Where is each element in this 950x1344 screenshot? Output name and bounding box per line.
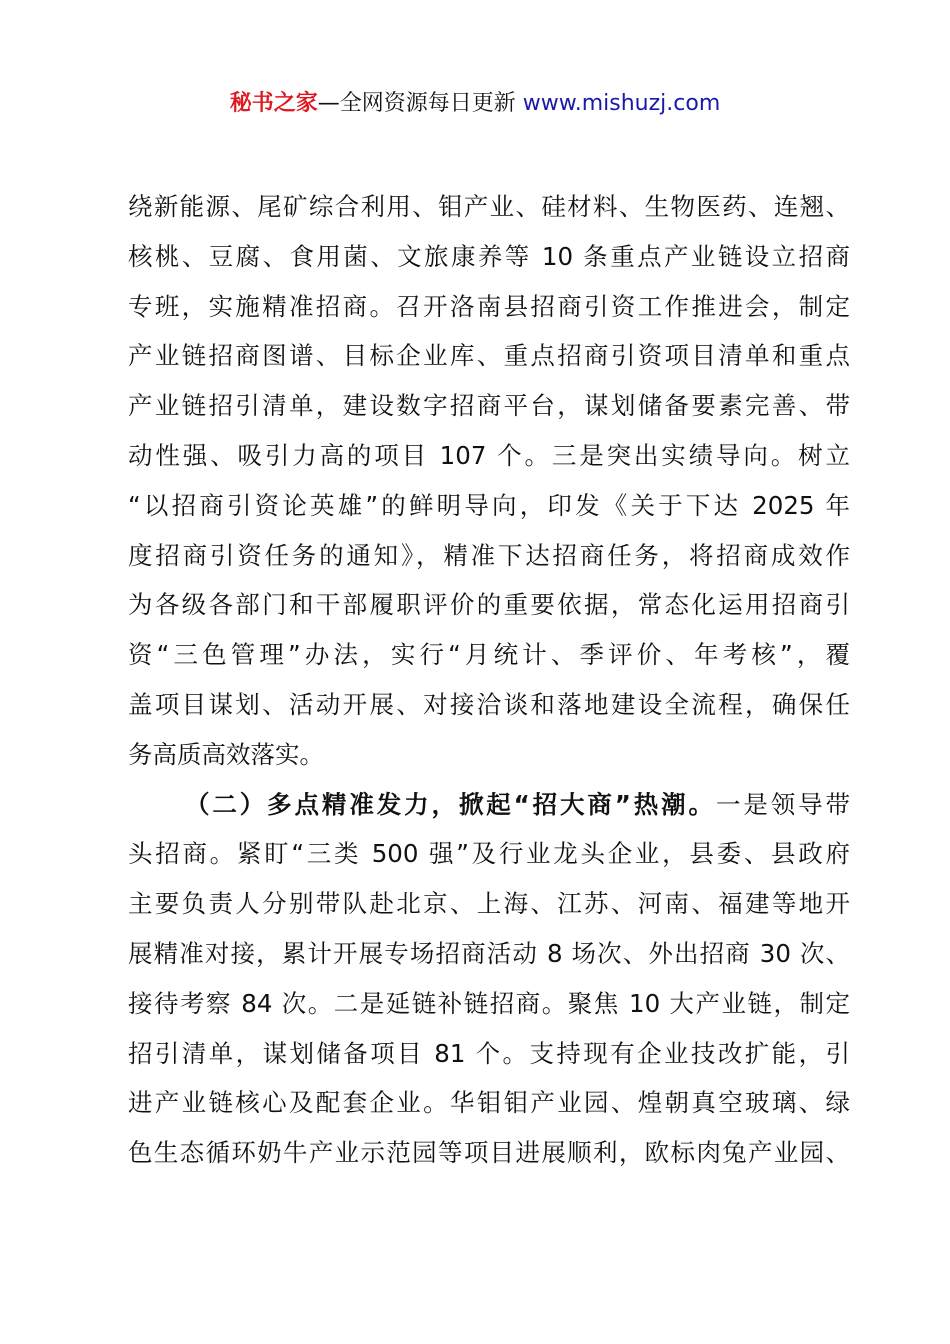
text-line: 资“三色管理”办法，实行“月统计、季评价、年考核”，覆 bbox=[128, 640, 850, 670]
section-heading-rest: 一是领导带 bbox=[715, 789, 851, 819]
text-line: 核桃、豆腐、食用菌、文旅康养等 10 条重点产业链设立招商 bbox=[128, 241, 850, 271]
text-line: 头招商。紧盯“三类 500 强”及行业龙头企业，县委、县政府 bbox=[128, 839, 850, 869]
document-body bbox=[128, 182, 850, 1178]
text-line: 接待考察 84 次。二是延链补链招商。聚焦 10 大产业链，制定 bbox=[128, 988, 850, 1018]
section-heading: （二）多点精准发力，掀起“招大商”热潮。 bbox=[185, 789, 716, 819]
header-url[interactable]: www.mishuzj.com bbox=[522, 91, 721, 116]
header-brand: 秘书之家 bbox=[229, 91, 318, 116]
text-line: 度招商引资任务的通知》，精准下达招商任务，将招商成效作 bbox=[128, 540, 850, 570]
text-line: 展精准对接，累计开展专场招商活动 8 场次、外出招商 30 次、 bbox=[128, 938, 850, 968]
text-line: 主要负责人分别带队赴北京、上海、江苏、河南、福建等地开 bbox=[128, 889, 850, 919]
text-line: 盖项目谋划、活动开展、对接洽谈和落地建设全流程，确保任 bbox=[128, 689, 850, 719]
text-line: 绕新能源、尾矿综合利用、钼产业、硅材料、生物医药、连翘、 bbox=[128, 192, 850, 221]
text-line: 动性强、吸引力高的项目 107 个。三是突出实绩导向。树立 bbox=[128, 440, 850, 470]
text-line: 进产业链核心及配套企业。华钼钼产业园、煌朝真空玻璃、绿 bbox=[128, 1088, 850, 1118]
text-line: 专班，实施精准招商。召开洛南县招商引资工作推进会，制定 bbox=[128, 291, 850, 321]
section-heading-line bbox=[128, 780, 850, 830]
text-line: 为各级各部门和干部履职评价的重要依据，常态化运用招商引 bbox=[128, 590, 850, 620]
header-tagline: —全网资源每日更新 bbox=[317, 91, 523, 116]
text-line: 招引清单，谋划储备项目 81 个。支持现有企业技改扩能，引 bbox=[128, 1038, 850, 1068]
text-line: 产业链招引清单，建设数字招商平台，谋划储备要素完善、带 bbox=[128, 391, 850, 421]
page-header bbox=[0, 86, 950, 122]
text-line: 产业链招商图谱、目标企业库、重点招商引资项目清单和重点 bbox=[128, 341, 850, 371]
text-line: 务高质高效落实。 bbox=[128, 739, 324, 769]
text-line: “以招商引资论英雄”的鲜明导向，印发《关于下达 2025 年 bbox=[128, 490, 850, 520]
text-line: 色生态循环奶牛产业示范园等项目进展顺利，欧标肉兔产业园、 bbox=[128, 1138, 850, 1168]
